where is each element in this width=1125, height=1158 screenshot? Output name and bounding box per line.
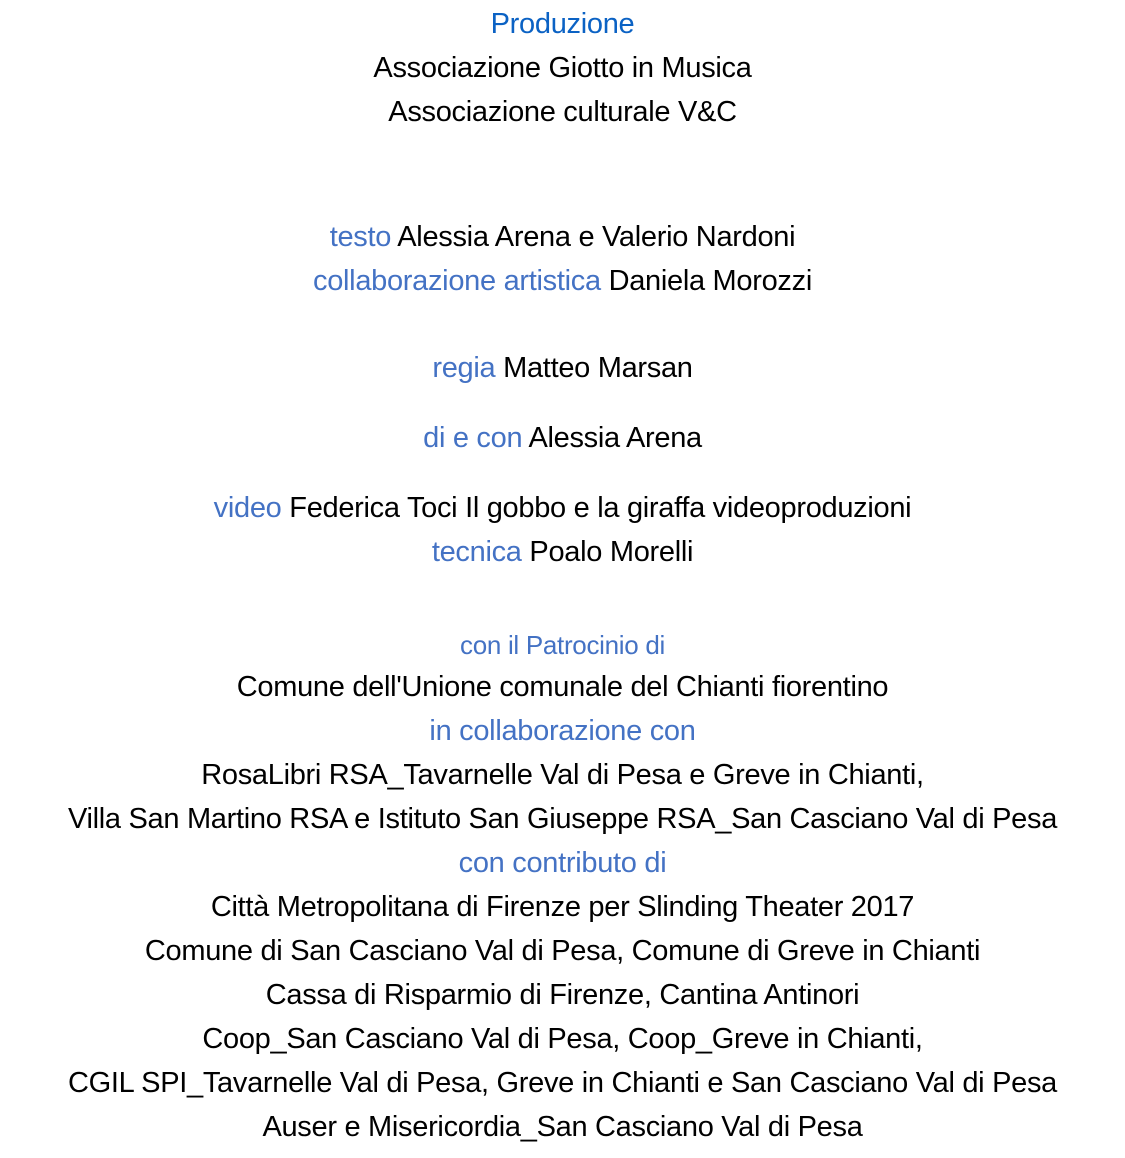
contributo-line-4: Coop_San Casciano Val di Pesa, Coop_Greve in Chianti, bbox=[202, 1023, 923, 1055]
contributo-line-3: Cassa di Risparmio di Firenze, Cantina Antinori bbox=[265, 979, 860, 1011]
credit-name: Daniela Morozzi bbox=[608, 265, 812, 297]
patrocinio-line-1: Comune dell'Unione comunale del Chianti fiorentino bbox=[236, 671, 889, 703]
production-title: Produzione bbox=[490, 8, 635, 40]
production-line-1: Associazione Giotto in Musica bbox=[373, 52, 752, 84]
credit-name: Matteo Marsan bbox=[503, 352, 693, 384]
credit-regia bbox=[0, 346, 1125, 390]
credit-di-e-con bbox=[0, 416, 1125, 460]
credit-tecnica bbox=[0, 530, 1125, 574]
credit-role: regia bbox=[432, 352, 496, 384]
contributo-label: con contributo di bbox=[458, 847, 667, 879]
credit-name: Federica Toci Il gobbo e la giraffa videoproduzioni bbox=[289, 492, 912, 524]
credit-role: collaborazione artistica bbox=[313, 265, 601, 297]
credit-testo bbox=[0, 215, 1125, 259]
patrocinio-label: con il Patrocinio di bbox=[460, 630, 665, 660]
credit-name: Alessia Arena bbox=[528, 422, 702, 454]
credit-name: Poalo Morelli bbox=[529, 536, 694, 568]
collaborazione-label: in collaborazione con bbox=[429, 715, 696, 747]
credit-role: testo bbox=[329, 221, 392, 253]
credit-collaborazione bbox=[0, 259, 1125, 303]
credit-role: tecnica bbox=[431, 536, 522, 568]
contributo-line-6: Auser e Misericordia_San Casciano Val di Pesa bbox=[262, 1111, 863, 1143]
credit-role: di e con bbox=[423, 422, 523, 454]
collaborazione-line-2: Villa San Martino RSA e Istituto San Giuseppe RSA_San Casciano Val di Pesa bbox=[67, 803, 1058, 835]
contributo-line-2: Comune di San Casciano Val di Pesa, Comune di Greve in Chianti bbox=[144, 935, 981, 967]
contributo-line-5: CGIL SPI_Tavarnelle Val di Pesa, Greve in Chianti e San Casciano Val di Pesa bbox=[68, 1067, 1057, 1099]
contributo-line-1: Città Metropolitana di Firenze per Slinding Theater 2017 bbox=[210, 891, 915, 923]
credit-name: Alessia Arena e Valerio Nardoni bbox=[397, 221, 796, 253]
credit-role: video bbox=[213, 492, 282, 524]
production-line-2: Associazione culturale V&C bbox=[388, 96, 737, 128]
collaborazione-line-1: RosaLibri RSA_Tavarnelle Val di Pesa e Greve in Chianti, bbox=[201, 759, 924, 791]
credit-video bbox=[0, 486, 1125, 530]
